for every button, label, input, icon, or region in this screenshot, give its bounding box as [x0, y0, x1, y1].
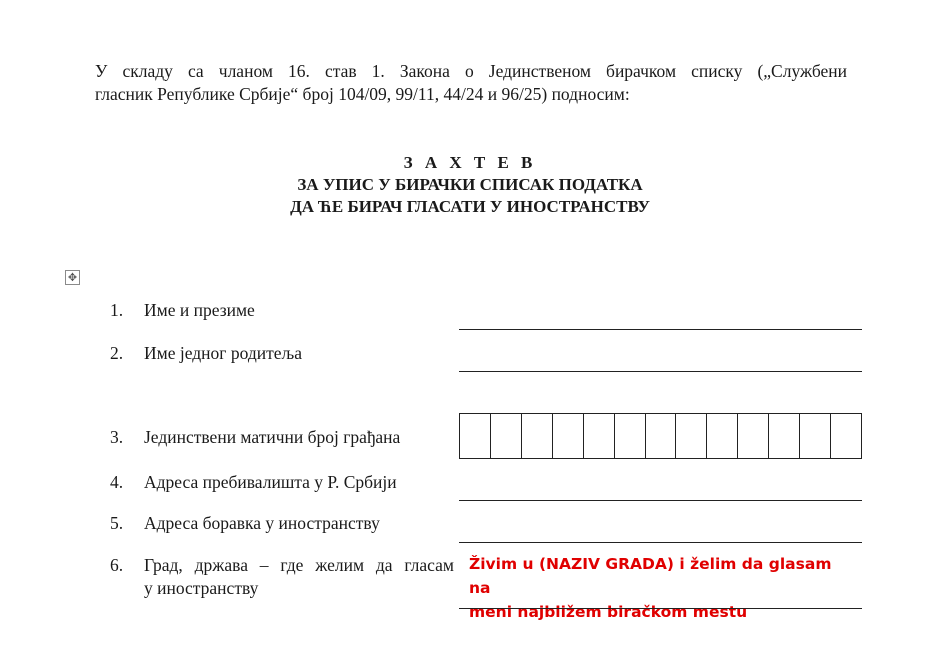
- residence-address-input-line[interactable]: [459, 500, 862, 501]
- table-move-handle-icon[interactable]: ✥: [65, 270, 80, 285]
- voting-city-value-line-2: meni najbližem biračkom mestu: [469, 603, 748, 621]
- heading-subtitle-1: ЗА УПИС У БИРАЧКИ СПИСАК ПОДАТКА: [297, 175, 643, 194]
- jmbg-digit-box[interactable]: [830, 414, 861, 458]
- jmbg-digit-box[interactable]: [490, 414, 521, 458]
- jmbg-digit-box[interactable]: [706, 414, 737, 458]
- abroad-address-input-line[interactable]: [459, 542, 862, 543]
- parent-name-input-line[interactable]: [459, 371, 862, 372]
- field-label-name: Име и презиме: [144, 300, 255, 320]
- field-label-jmbg: Јединствени матични број грађана: [144, 427, 401, 447]
- field-number: 4.: [110, 472, 124, 492]
- field-label-abroad-address: Адреса боравка у иностранству: [144, 513, 380, 533]
- voting-city-input-line[interactable]: [459, 608, 862, 609]
- jmbg-digit-box[interactable]: [799, 414, 830, 458]
- jmbg-digit-box[interactable]: [768, 414, 799, 458]
- field-number: 1.: [110, 300, 124, 320]
- field-number: 3.: [110, 427, 124, 447]
- field-label-residence-address: Адреса пребивалишта у Р. Србији: [144, 472, 397, 492]
- intro-line-2: гласник Републике Србије“ број 104/09, 99/11, 44/24 и 96/25) подносим:: [95, 84, 630, 104]
- name-input-line[interactable]: [459, 329, 862, 330]
- voting-city-value[interactable]: [469, 552, 849, 624]
- heading-subtitle-2: ДА ЋЕ БИРАЧ ГЛАСАТИ У ИНОСТРАНСТВУ: [290, 197, 650, 216]
- field-number: 6.: [110, 555, 124, 575]
- jmbg-digit-box[interactable]: [460, 414, 490, 458]
- heading-title: З А Х Т Е В: [403, 153, 537, 172]
- field-number: 2.: [110, 343, 124, 363]
- field-label-voting-city-line-1: Град, држава – где желим да гласам: [144, 555, 454, 575]
- intro-line-1: У складу са чланом 16. став 1. Закона о Јединственом бирачком списку („Службени: [95, 61, 847, 81]
- voting-city-value-line-1: Živim u (NAZIV GRADA) i želim da glasam na: [469, 555, 832, 597]
- field-label-voting-city-line-2: у иностранству: [144, 578, 259, 598]
- jmbg-digit-box[interactable]: [583, 414, 614, 458]
- jmbg-digit-box[interactable]: [552, 414, 583, 458]
- field-label-voting-city: [144, 554, 454, 600]
- jmbg-boxes: [459, 413, 862, 459]
- jmbg-digit-box[interactable]: [521, 414, 552, 458]
- jmbg-digit-box[interactable]: [614, 414, 645, 458]
- jmbg-digit-box[interactable]: [645, 414, 676, 458]
- jmbg-digit-box[interactable]: [675, 414, 706, 458]
- intro-paragraph: [95, 60, 847, 106]
- jmbg-digit-box[interactable]: [737, 414, 768, 458]
- field-number: 5.: [110, 513, 124, 533]
- field-label-parent-name: Име једног родитеља: [144, 343, 302, 363]
- request-heading: [0, 152, 932, 218]
